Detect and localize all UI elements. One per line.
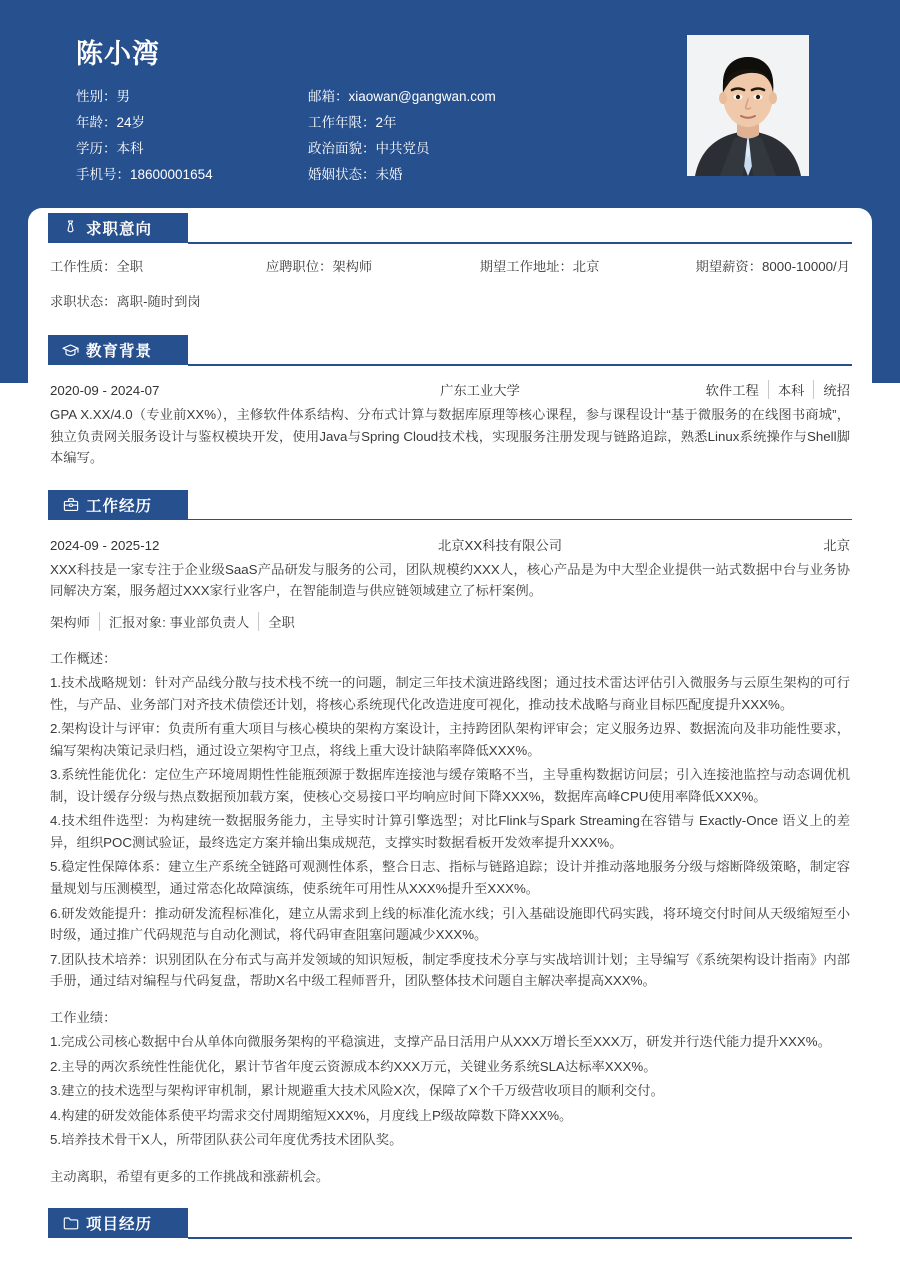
work-overview-item: 1.技术战略规划：针对产品线分散与技术栈不统一的问题，制定三年技术演进路线图；通过技术雷达评估引入微服务与云原生架构的可行性，与产品、业务部门对齐技术债偿还计划，将核心系统现代化改造进度可视化，推动技术战略与商业目标匹配度提升XXX%。 — [50, 675, 850, 712]
info-value: 18600001654 — [130, 167, 213, 182]
work-results-title: 工作业绩： — [50, 1009, 117, 1025]
education-degree: 本科 — [768, 380, 814, 399]
spacer — [50, 992, 850, 1004]
info-value: 24岁 — [116, 115, 146, 130]
section-rule — [188, 519, 852, 521]
info-field-political-status — [308, 137, 638, 157]
education-description: GPA X.XX/4.0（专业前XX%），主修软件体系结构、分布式计算与数据库原理等核心课程，参与课程设计“基于微服务的在线图书商城”，独立负责网关服务设计与鉴权模块开发，使用Java与Spring Cloud技术栈，实现服务注册发现与链路追踪，熟悉Linux系统操作与Shell脚本编写。 — [50, 407, 850, 466]
section-education — [28, 330, 872, 469]
field-label: 期望工作地址： — [479, 259, 573, 274]
field-label: 期望薪资： — [695, 259, 763, 274]
info-field-age — [76, 111, 308, 131]
info-row — [76, 82, 646, 108]
work-overview-item: 2.架构设计与评审：负责所有重大项目与核心模块的架构方案设计，主持跨团队架构评审会；定义服务边界、数据流向及非功能性要求，编写架构决策记录归档，通过设立架构守卫点，将线上重大设计缺陷率降低XXX%。 — [50, 721, 850, 758]
section-badge-work-experience — [48, 490, 188, 520]
section-header — [48, 485, 852, 527]
info-field-marital-status — [308, 163, 638, 183]
job-intention-row — [50, 250, 850, 279]
folder-icon — [62, 1215, 79, 1232]
section-rule — [188, 242, 852, 244]
field-target-position — [266, 256, 480, 275]
section-body — [28, 250, 872, 314]
briefcase-icon — [62, 496, 79, 513]
info-field-education — [76, 137, 308, 157]
section-header — [48, 208, 852, 250]
spacer — [50, 633, 850, 645]
spacer — [28, 469, 872, 485]
section-work-experience — [28, 485, 872, 1188]
spacer — [28, 314, 872, 330]
info-label: 婚姻状态： — [308, 167, 376, 182]
work-location: 北京 — [823, 537, 850, 553]
work-overview-item: 6.研发效能提升：推动研发流程标准化，建立从需求到上线的标准化流水线；引入基础设施即代码实践，将环境交付时间从天级缩短至小时级，通过推广代码规范与自动化测试，将代码审查阻塞问题减少XXX%。 — [50, 905, 850, 943]
work-meta-line — [50, 602, 850, 633]
work-overview-item: 7.团队技术培养：识别团队在分布式与高并发领域的知识短板，制定季度技术分享与实战培训计划；主导编写《系统架构设计指南》内部手册，通过结对编程与代码复盘，帮助X名中级工程师晋升，团队整体技术问题自主解决率提高XXX%。 — [50, 951, 850, 989]
education-date: 2020-09 - 2024-07 — [50, 383, 160, 398]
field-label: 工作性质： — [50, 259, 117, 274]
field-label: 应聘职位： — [265, 259, 333, 274]
work-overview-item: 3.系统性能优化：定位生产环境周期性性能瓶颈源于数据库连接池与缓存策略不当，主导重构数据访问层；引入连接池监控与动态调优机制，设计缓存分级与热点数据预加载方案，使核心交易接口平均响应时间下降XXX%，数据库高峰CPU使用率降低XXX%。 — [50, 767, 850, 804]
education-admission-type: 统招 — [813, 380, 850, 399]
info-value: 中共党员 — [375, 141, 430, 156]
section-rule — [188, 364, 852, 366]
work-closing-note: 主动离职，希望有更多的工作挑战和涨薪机会。 — [50, 1168, 330, 1184]
work-results-item: 3.建立的技术选型与架构评审机制，累计规避重大技术风险X次，保障了X个千万级营收项目的顺利交付。 — [50, 1083, 664, 1099]
section-job-intention — [28, 208, 872, 314]
info-value: 未婚 — [375, 167, 403, 182]
education-school: 广东工业大学 — [440, 383, 520, 398]
work-company: 北京XX科技有限公司 — [437, 537, 563, 553]
info-label: 邮箱： — [308, 89, 349, 104]
field-label: 求职状态： — [50, 294, 117, 309]
section-badge-education — [48, 335, 188, 365]
section-body — [28, 527, 872, 1188]
work-results-item: 5.培养技术骨干X人，所带团队获公司年度优秀技术团队奖。 — [50, 1132, 403, 1148]
work-date: 2024-09 - 2025-12 — [50, 537, 160, 553]
section-title: 工作经历 — [86, 497, 153, 515]
section-title: 项目经历 — [86, 1216, 153, 1234]
field-value: 8000-10000/月 — [762, 259, 850, 274]
avatar — [687, 35, 809, 176]
field-job-status — [50, 291, 272, 310]
info-row — [76, 134, 646, 160]
section-badge-next — [48, 1208, 188, 1238]
info-value: 男 — [116, 89, 130, 104]
section-next-cutoff — [28, 1203, 872, 1245]
field-value: 离职-随时到岗 — [116, 294, 201, 309]
field-value: 架构师 — [332, 259, 373, 274]
field-job-nature — [50, 256, 266, 275]
section-header — [48, 330, 852, 372]
work-overview-item: 4.技术组件选型：为构建统一数据服务能力，主导实时计算引擎选型；对比Flink与Spark Streaming在容错与 Exactly-Once 语义上的差异，组织POC测试验证，最终选定方案并输出集成规范，支撑实时数据看板开发效率提升XXX%。 — [50, 813, 850, 850]
section-title: 求职意向 — [86, 221, 153, 238]
info-label: 学历： — [76, 141, 117, 156]
info-label: 手机号： — [76, 167, 130, 182]
work-report-to: 汇报对象: 事业部负责人 — [99, 612, 258, 631]
graduation-cap-icon — [62, 342, 79, 359]
info-value: 本科 — [116, 141, 144, 156]
education-entry-header — [50, 372, 850, 401]
job-intention-row — [50, 279, 850, 314]
section-badge-job-intention — [48, 213, 188, 243]
info-label: 年龄： — [76, 115, 117, 130]
section-body — [28, 372, 872, 469]
field-value: 北京 — [572, 259, 600, 274]
work-role: 架构师 — [50, 614, 90, 630]
info-row — [76, 160, 646, 186]
info-label: 性别： — [76, 89, 117, 104]
candidate-name: 陈小湾 — [76, 39, 160, 69]
education-tags — [610, 380, 850, 399]
info-label: 政治面貌： — [308, 141, 376, 156]
info-field-email — [308, 85, 638, 105]
work-overview-item: 5.稳定性保障体系：建立生产系统全链路可观测性体系，整合日志、指标与链路追踪；设计并推动落地服务分级与熔断降级策略，制定容量规划与压测模型，通过常态化故障演练，使系统年可用性从XXX%提升至XXX%。 — [50, 859, 850, 896]
info-label: 工作年限： — [308, 115, 376, 130]
candidate-info-grid — [76, 82, 646, 186]
education-major: 软件工程 — [705, 383, 759, 398]
field-value: 全职 — [116, 259, 144, 274]
work-results-item: 4.构建的研发效能体系使平均需求交付周期缩短XXX%，月度线上P级故障数下降XXX%。 — [50, 1107, 573, 1123]
section-rule — [188, 1237, 852, 1239]
section-header — [48, 1203, 852, 1245]
work-results-item: 2.主导的两次系统性性能优化，累计节省年度云资源成本约XXX万元，关键业务系统SLA达标率XXX%。 — [50, 1058, 657, 1074]
field-expected-salary — [696, 256, 850, 275]
work-company-intro: XXX科技是一家专注于企业级SaaS产品研发与服务的公司，团队规模约XXX人，核心产品是为中大型企业提供一站式数据中台与业务协同解决方案，服务超过XXX家行业客户，在智能制造与供应链领域建立了标杆案例。 — [50, 561, 850, 599]
info-field-gender — [76, 85, 308, 105]
work-employment-type: 全职 — [258, 612, 304, 631]
work-overview-title: 工作概述： — [50, 650, 117, 666]
info-value: xiaowan@gangwan.com — [348, 89, 496, 104]
field-expected-location — [480, 256, 696, 275]
necktie-icon — [62, 220, 79, 237]
spacer — [28, 1187, 872, 1203]
resume-body-card — [28, 208, 872, 1275]
resume-header — [0, 0, 900, 208]
info-row — [76, 108, 646, 134]
spacer — [50, 1151, 850, 1163]
section-title: 教育背景 — [86, 343, 153, 360]
info-field-phone — [76, 163, 308, 183]
work-results-item: 1.完成公司核心数据中台从单体向微服务架构的平稳演进，支撑产品日活用户从XXX万增长至XXX万，研发并行迭代能力提升XXX%。 — [50, 1034, 831, 1050]
work-entry-header — [50, 527, 850, 556]
info-value: 2年 — [375, 115, 397, 130]
info-field-work-years — [308, 111, 638, 131]
